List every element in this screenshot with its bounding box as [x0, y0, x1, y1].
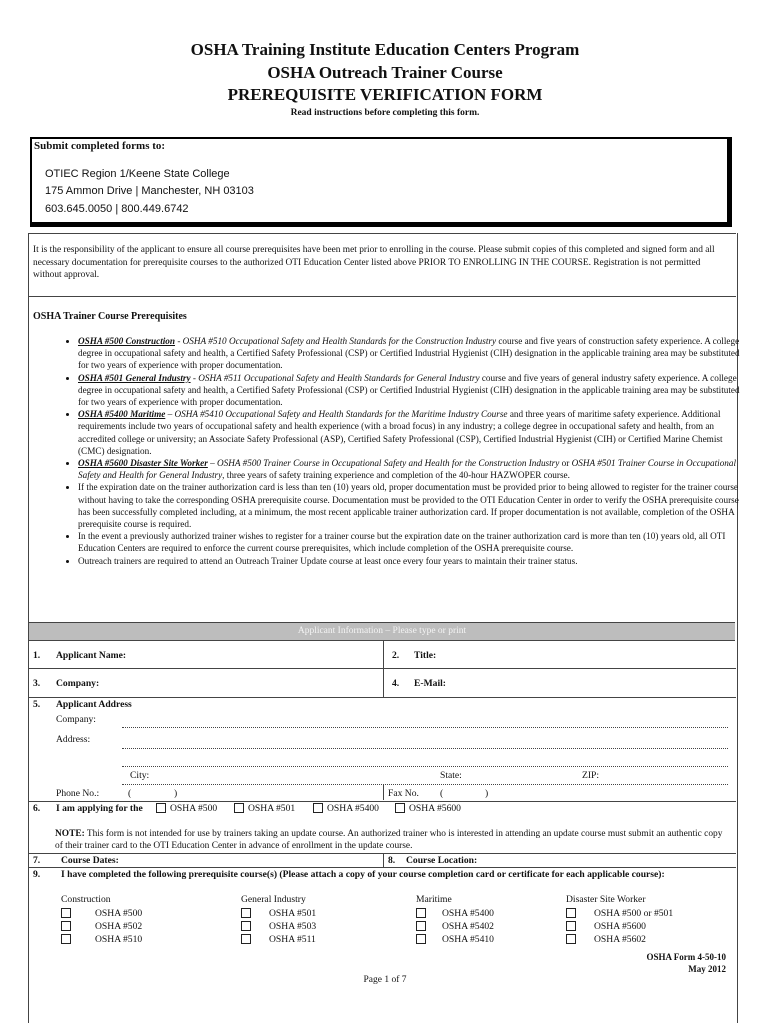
course-option: OSHA #511: [269, 934, 316, 945]
course-option: OSHA #510: [95, 934, 143, 945]
responsibility-statement: It is the responsibility of the applicant to ensure all course prerequisites have been met prior to enrolling in the course. Please submit copies of this completed and signed form and all necessary documentation for prerequisite courses to the authorized OTI Education Center listed above PRIOR TO ENROLLING IN THE COURSE. Registration is not permitted without approval.: [33, 245, 715, 280]
checkbox-construction-502[interactable]: [61, 921, 71, 931]
column-head-general-industry: General Industry: [241, 894, 306, 905]
row-number: 9.: [33, 869, 41, 880]
checkbox-osha-5400[interactable]: [313, 803, 323, 813]
checkbox-maritime-5400[interactable]: [416, 908, 426, 918]
note: NOTE: This form is not intended for use by trainers taking an update course. An authorized trainer who is interested in attending an update course must submit an authentic copy of their trainer card to the OTI Education Center in advance of enrollment in the update course.: [55, 829, 723, 851]
course-option: OSHA #500: [95, 908, 143, 919]
form-instruction: Read instructions before completing this form.: [290, 108, 480, 118]
company-label: Company:: [56, 678, 100, 689]
submit-phone: 603.645.0050 | 800.449.6742: [45, 203, 189, 215]
row-number: 4.: [392, 678, 400, 689]
course-location-input[interactable]: [490, 853, 728, 866]
row-number: 6.: [33, 803, 41, 814]
prerequisites-title: OSHA Trainer Course Prerequisites: [33, 311, 187, 322]
checkbox-general-503[interactable]: [241, 921, 251, 931]
fax-input[interactable]: [446, 786, 726, 800]
checkbox-maritime-5402[interactable]: [416, 921, 426, 931]
city-input[interactable]: [150, 768, 430, 783]
form-title: PREREQUISITE VERIFICATION FORM: [227, 85, 543, 104]
checkbox-osha-501[interactable]: [234, 803, 244, 813]
fax-label: Fax No.: [388, 788, 419, 799]
checkbox-osha-500[interactable]: [156, 803, 166, 813]
course-option: OSHA #5402: [442, 921, 494, 932]
company-input[interactable]: [110, 672, 380, 692]
phone-input[interactable]: [134, 786, 374, 800]
zip-input[interactable]: [604, 768, 728, 783]
list-item: • In the event a previously authorized trainer wishes to register for a trainer course but the expiration date on the trainer authorization card is more than ten (10) years old, all OTI Education Centers are required to enforce the current course prerequisites, which include completion of the OSHA prerequisite course.: [78, 530, 750, 554]
course-option: OSHA #502: [95, 921, 143, 932]
state-input[interactable]: [465, 768, 575, 783]
course-location-label: Course Location:: [406, 855, 478, 866]
course-dates-input[interactable]: [130, 853, 380, 866]
phone-paren-close: ): [174, 788, 178, 799]
list-item: • If the expiration date on the trainer authorization card is less than ten (10) years old, proper documentation must be provided prior to being allowed to register for the trainer course without having to take the corresponding OSHA prerequisite course. Documentation must be provided to the OTI Education Center in order to verify the OSHA prerequisite course has been successfully completed including, at a minimum, the most recent applicable trainer authorization card. If proper documentation is not available, completion of the OSHA prerequisite course is required.: [78, 481, 750, 530]
applicant-name-label: Applicant Name:: [56, 650, 127, 661]
submit-org: OTIEC Region 1/Keene State College: [45, 168, 230, 180]
checkbox-construction-500[interactable]: [61, 908, 71, 918]
form-heading-program: OSHA Training Institute Education Centers Program: [190, 40, 580, 59]
list-item: • OSHA #501 General Industry - OSHA #511 Occupational Safety and Health Standards for General Industry course and five years of general industry safety experience. A college degree in occupational safety and health, a Certified Safety Professional (CSP) or Certified Industrial Hygienist (CIH) designation in the applicable training area may be substituted for two years of experience with proper documentation.: [78, 372, 750, 409]
course-option: OSHA #501: [269, 908, 317, 919]
course-option: OSHA #5410: [442, 934, 494, 945]
row-number: 8.: [388, 855, 396, 866]
state-label: State:: [440, 770, 462, 781]
checkbox-disaster-500-501[interactable]: [566, 908, 576, 918]
email-input[interactable]: [455, 672, 728, 692]
course-option: OSHA #5600: [594, 921, 646, 932]
address-label: Address:: [56, 734, 91, 745]
form-heading-course: OSHA Outreach Trainer Course: [267, 63, 503, 82]
address-heading: Applicant Address: [56, 699, 132, 710]
address-input[interactable]: [122, 732, 728, 766]
phone-paren-open: (: [128, 788, 132, 799]
address-company-label: Company:: [56, 714, 96, 725]
option-osha-5400: OSHA #5400: [327, 803, 379, 814]
course-option: OSHA #500 or #501: [594, 908, 674, 919]
checkbox-disaster-5600[interactable]: [566, 921, 576, 931]
checkbox-construction-510[interactable]: [61, 934, 71, 944]
submit-title: Submit completed forms to:: [34, 140, 166, 152]
row-number: 5.: [33, 699, 41, 710]
list-item: • OSHA #5600 Disaster Site Worker – OSHA #500 Trainer Course in Occupational Safety and Health for the Construction Industry or OSHA #501 Trainer Course in Occupational Safety and Health for General Industry, three years of safety training experience and completion of the 40-hour HAZWOPER course.: [78, 457, 750, 481]
completed-courses-label: I have completed the following prerequisite course(s) (Please attach a copy of your course completion card or certificate for each applicable course):: [61, 869, 665, 880]
course-option: OSHA #503: [269, 921, 317, 932]
applying-label: I am applying for the: [56, 803, 143, 814]
row-number: 2.: [392, 650, 400, 661]
list-item: • OSHA #5400 Maritime – OSHA #5410 Occupational Safety and Health Standards for the Maritime Industry Course and three years of maritime safety experience. Additional requirements include two years of occupational safety and health experience (with a broad focus) in any industry; a college degree in occupational safety and health, from an accredited college or university; an Associate Safety Professional (ASP), Certified Safety Professional (CSP), Certified Industrial Hygienist (CIH) or Certified Marine Chemist (CMC) designation.: [78, 408, 750, 457]
option-osha-5600: OSHA #5600: [409, 803, 461, 814]
applicant-name-input[interactable]: [135, 644, 380, 664]
option-osha-501: OSHA #501: [248, 803, 296, 814]
address-company-input[interactable]: [122, 712, 728, 727]
row-number: 3.: [33, 678, 41, 689]
fax-paren-open: (: [440, 788, 444, 799]
zip-label: ZIP:: [582, 770, 600, 781]
column-head-construction: Construction: [61, 894, 111, 905]
page-number: Page 1 of 7: [363, 975, 407, 985]
column-head-disaster-site-worker: Disaster Site Worker: [566, 894, 646, 905]
checkbox-disaster-5602[interactable]: [566, 934, 576, 944]
option-osha-500: OSHA #500: [170, 803, 218, 814]
fax-paren-close: ): [485, 788, 489, 799]
prerequisites-list: [56, 335, 750, 567]
form-number: OSHA Form 4-50-10: [646, 952, 726, 962]
email-label: E-Mail:: [414, 678, 446, 689]
title-input[interactable]: [448, 644, 728, 664]
title-label: Title:: [414, 650, 437, 661]
checkbox-osha-5600[interactable]: [395, 803, 405, 813]
checkbox-general-501[interactable]: [241, 908, 251, 918]
submit-address: 175 Ammon Drive | Manchester, NH 03103: [45, 185, 254, 197]
checkbox-maritime-5410[interactable]: [416, 934, 426, 944]
course-dates-label: Course Dates:: [61, 855, 119, 866]
city-label: City:: [130, 770, 150, 781]
course-option: OSHA #5400: [442, 908, 494, 919]
row-number: 7.: [33, 855, 41, 866]
column-head-maritime: Maritime: [416, 894, 452, 905]
list-item: • OSHA #500 Construction - OSHA #510 Occupational Safety and Health Standards for the Construction Industry course and five years of construction safety experience. A college degree in occupational safety and health, a Certified Safety Professional (CSP) or Certified Industrial Hygienist (CIH) designation in the applicable training area may be substituted for two years of experience with proper documentation.: [78, 335, 750, 372]
checkbox-general-511[interactable]: [241, 934, 251, 944]
applicant-info-band: Applicant Information – Please type or print: [29, 622, 735, 641]
form-date: May 2012: [688, 964, 726, 974]
list-item: • Outreach trainers are required to attend an Outreach Trainer Update course at least once every four years to maintain their trainer status.: [78, 555, 750, 567]
course-option: OSHA #5602: [594, 934, 646, 945]
phone-label: Phone No.:: [56, 788, 100, 799]
row-number: 1.: [33, 650, 41, 661]
